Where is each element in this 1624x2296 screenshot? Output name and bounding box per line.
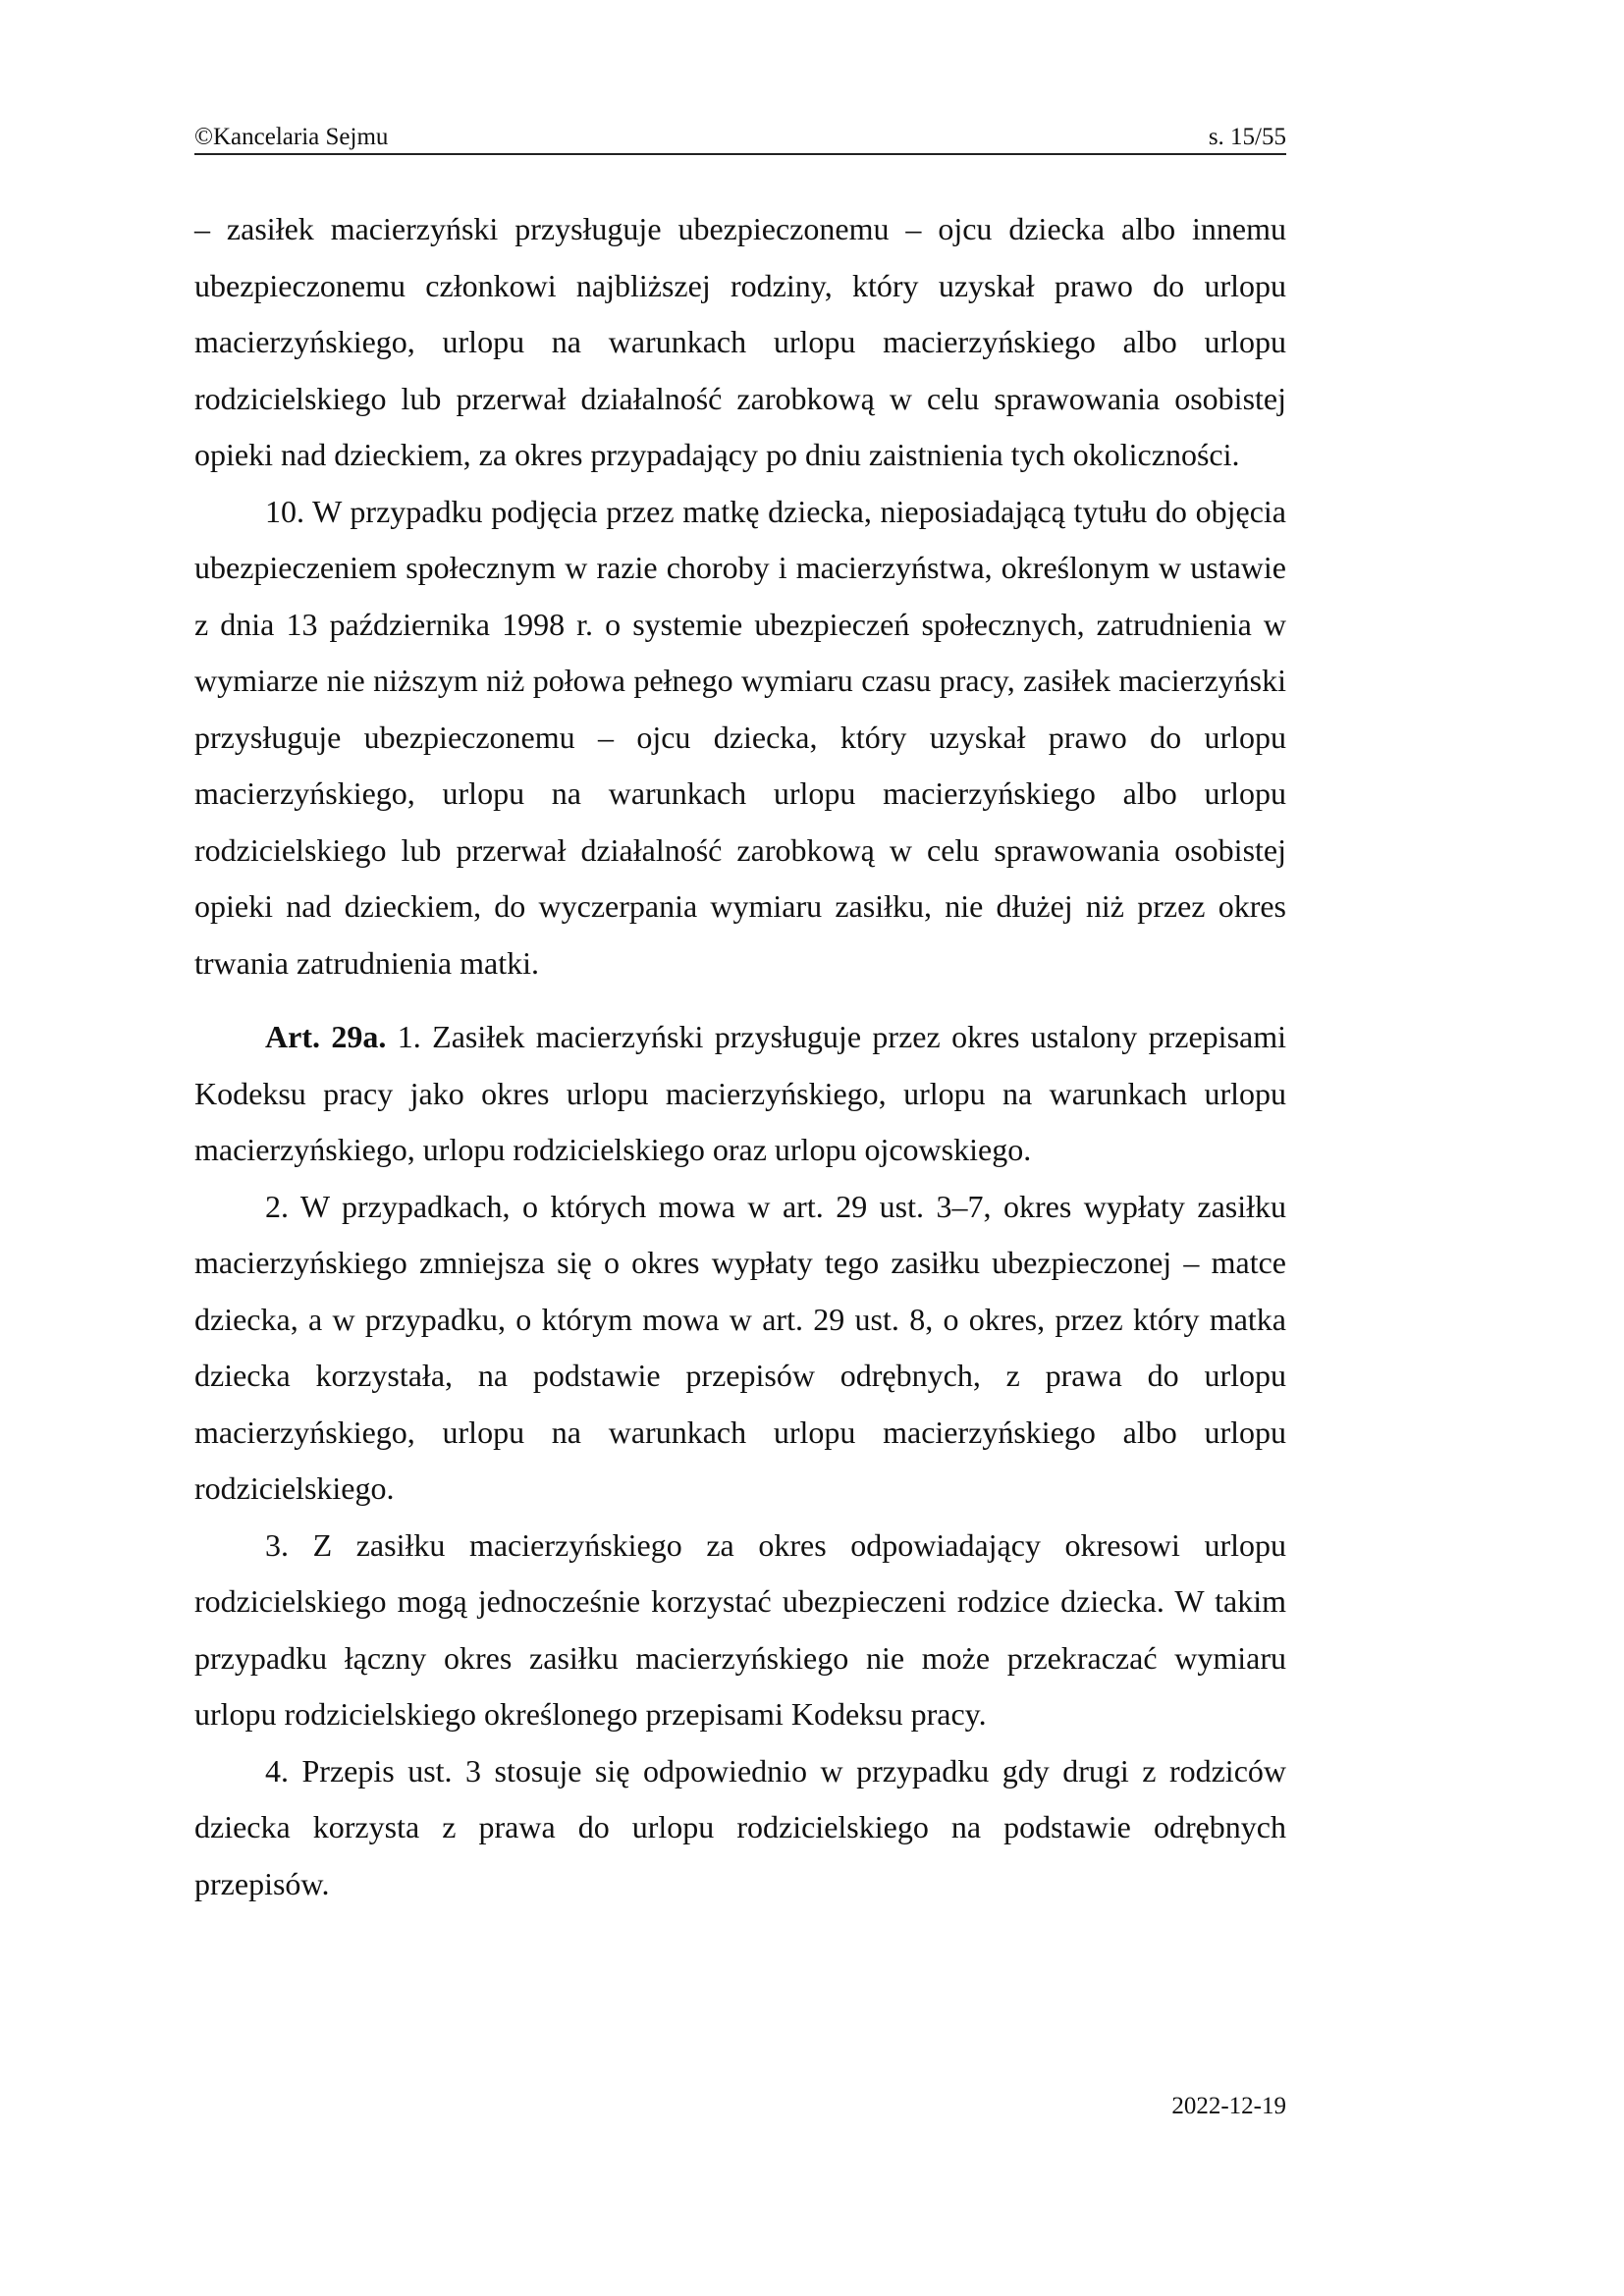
page-header: [194, 118, 1286, 155]
article-29a-paragraph-2: 2. W przypadkach, o których mowa w art. 29 ust. 3–7, okres wypłaty zasiłku macierzyńskiego zmniejsza się o okres wypłaty tego zasiłku ubezpieczonej – matce dziecka, a w przypadku, o którym mowa w art. 29 ust. 8, o okres, przez który matka dziecka korzystała, na podstawie przepisów odrębnych, z prawa do urlopu macierzyńskiego, urlopu na warunkach urlopu macierzyńskiego albo urlopu rodzicielskiego.: [194, 1188, 1286, 1506]
footer-date: 2022-12-19: [1171, 2093, 1286, 2119]
paragraph-10: 10. W przypadku podjęcia przez matkę dziecka, nieposiadającą tytułu do objęcia ubezpieczeniem społecznym w razie choroby i macierzyństwa, określonym w ustawie z dnia 13 października 1998 r. o systemie ubezpieczeń społecznych, zatrudnienia w wymiarze nie niższym niż połowa pełnego wymiaru czasu pracy, zasiłek macierzyński przysługuje ubezpieczonemu – ojcu dziecka, który uzyskał prawo do urlopu macierzyńskiego, urlopu na warunkach urlopu macierzyńskiego albo urlopu rodzicielskiego lub przerwał działalność zarobkową w celu sprawowania osobistej opieki nad dzieckiem, do wyczerpania wymiaru zasiłku, nie dłużej niż przez okres trwania zatrudnienia matki.: [194, 493, 1286, 981]
header-source: ©Kancelaria Sejmu: [194, 124, 389, 150]
article-29a-paragraph-1-text: 1. Zasiłek macierzyński przysługuje przez okres ustalony przepisami Kodeksu pracy jako okres urlopu macierzyńskiego, urlopu na warunkach urlopu macierzyńskiego, urlopu rodzicielskiego oraz urlopu ojcowskiego.: [194, 1019, 1287, 1167]
article-29a-paragraph-1: [194, 1009, 1286, 1179]
article-29a-paragraph-3: 3. Z zasiłku macierzyńskiego za okres odpowiadający okresowi urlopu rodzicielskiego mogą jednocześnie korzystać ubezpieczeni rodzice dziecka. W takim przypadku łączny okres zasiłku macierzyńskiego nie może przekraczać wymiaru urlopu rodzicielskiego określonego przepisami Kodeksu pracy.: [194, 1526, 1286, 1732]
document-body: [194, 201, 1286, 1912]
paragraph-continuation: – zasiłek macierzyński przysługuje ubezpieczonemu – ojcu dziecka albo innemu ubezpieczonemu członkowi najbliższej rodziny, który uzyskał prawo do urlopu macierzyńskiego, urlopu na warunkach urlopu macierzyńskiego albo urlopu rodzicielskiego lub przerwał działalność zarobkową w celu sprawowania osobistej opieki nad dzieckiem, za okres przypadający po dniu zaistnienia tych okoliczności.: [194, 211, 1286, 472]
header-page-number: s. 15/55: [1208, 124, 1286, 150]
article-29a-paragraph-4: 4. Przepis ust. 3 stosuje się odpowiednio w przypadku gdy drugi z rodziców dziecka korzysta z prawa do urlopu rodzicielskiego na podstawie odrębnych przepisów.: [194, 1752, 1286, 1901]
article-heading: Art. 29a.: [265, 1019, 387, 1054]
